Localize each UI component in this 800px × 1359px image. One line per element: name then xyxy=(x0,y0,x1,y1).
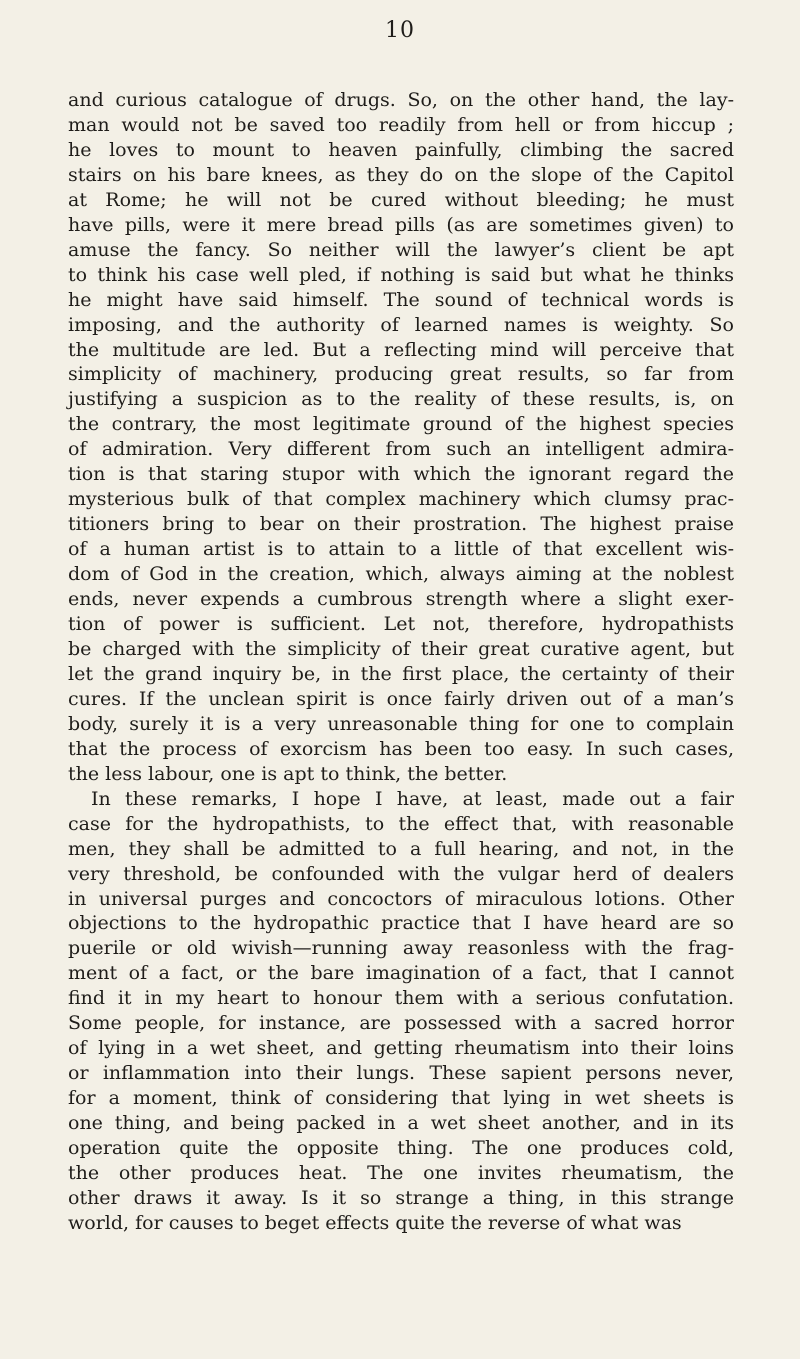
text-line: let the grand inquiry be, in the first place, the certainty of their xyxy=(68,662,734,685)
text-line: body, surely it is a very unreasonable thing for one to complain xyxy=(68,712,734,735)
text-line: the multitude are led. But a reflecting mind will perceive that xyxy=(68,338,734,361)
text-line: to think his case well pled, if nothing is said but what he thinks xyxy=(68,263,734,286)
text-line: amuse the fancy. So neither will the lawyer’s client be apt xyxy=(68,238,734,261)
text-line: justifying a suspicion as to the reality of these results, is, on xyxy=(68,388,734,411)
text-line: dom of God in the creation, which, always aiming at the noblest xyxy=(68,563,734,586)
text-line: titioners bring to bear on their prostration. The highest praise xyxy=(68,513,734,536)
text-line: of lying in a wet sheet, and getting rheumatism into their loins xyxy=(68,1037,734,1060)
text-line: tion of power is sufficient. Let not, therefore, hydropathists xyxy=(68,613,734,636)
text-line: man would not be saved too readily from hell or from hiccup ; xyxy=(68,113,734,136)
text-line: stairs on his bare knees, as they do on the slope of the Capitol xyxy=(68,163,734,186)
text-line: In these remarks, I hope I have, at least, made out a fair xyxy=(91,787,734,810)
body-text xyxy=(68,88,734,1236)
text-line: for a moment, think of considering that lying in wet sheets is xyxy=(68,1087,734,1110)
text-line: he loves to mount to heaven painfully, climbing the sacred xyxy=(68,138,734,161)
text-line: be charged with the simplicity of their great curative agent, but xyxy=(68,637,734,660)
text-line: objections to the hydropathic practice that I have heard are so xyxy=(68,912,734,935)
text-line: case for the hydropathists, to the effect that, with reasonable xyxy=(68,812,734,835)
text-line: the other produces heat. The one invites rheumatism, the xyxy=(68,1161,734,1184)
text-line: Some people, for instance, are possessed with a sacred horror xyxy=(68,1012,734,1035)
text-line: ends, never expends a cumbrous strength where a slight exer- xyxy=(68,588,734,611)
text-line: that the process of exorcism has been too easy. In such cases, xyxy=(68,737,734,760)
page-number: 10 xyxy=(385,18,415,43)
text-line: of admiration. Very different from such an intelligent admira- xyxy=(68,438,734,461)
text-line: world, for causes to beget effects quite the reverse of what was xyxy=(68,1211,682,1234)
text-line: the contrary, the most legitimate ground of the highest species xyxy=(68,413,734,436)
text-line: mysterious bulk of that complex machinery which clumsy prac- xyxy=(68,488,734,511)
text-line: of a human artist is to attain to a little of that excellent wis- xyxy=(68,538,734,561)
text-line: puerile or old wivish—running away reasonless with the frag- xyxy=(68,937,734,960)
text-line: or inflammation into their lungs. These sapient persons never, xyxy=(68,1062,734,1085)
text-line: and curious catalogue of drugs. So, on the other hand, the lay- xyxy=(68,89,734,111)
text-line: men, they shall be admitted to a full hearing, and not, in the xyxy=(68,837,734,860)
text-line: imposing, and the authority of learned names is weighty. So xyxy=(68,313,734,336)
text-line: he might have said himself. The sound of technical words is xyxy=(68,288,734,311)
text-line: cures. If the unclean spirit is once fairly driven out of a man’s xyxy=(68,687,734,710)
text-line: very threshold, be confounded with the vulgar herd of dealers xyxy=(68,862,734,885)
text-line: ment of a fact, or the bare imagination of a fact, that I cannot xyxy=(68,962,734,985)
text-line: other draws it away. Is it so strange a thing, in this strange xyxy=(68,1186,734,1209)
text-line: at Rome; he will not be cured without bleeding; he must xyxy=(68,188,734,211)
text-line: in universal purges and concoctors of miraculous lotions. Other xyxy=(68,887,734,910)
text-line: the less labour, one is apt to think, the better. xyxy=(68,762,508,785)
text-line: tion is that staring stupor with which the ignorant regard the xyxy=(68,463,734,486)
text-line: find it in my heart to honour them with a serious confutation. xyxy=(68,987,734,1010)
text-line: have pills, were it mere bread pills (as are sometimes given) to xyxy=(68,213,734,236)
text-line: operation quite the opposite thing. The one produces cold, xyxy=(68,1137,734,1160)
text-line: one thing, and being packed in a wet sheet another, and in its xyxy=(68,1112,734,1135)
text-line: simplicity of machinery, producing great results, so far from xyxy=(68,363,734,386)
